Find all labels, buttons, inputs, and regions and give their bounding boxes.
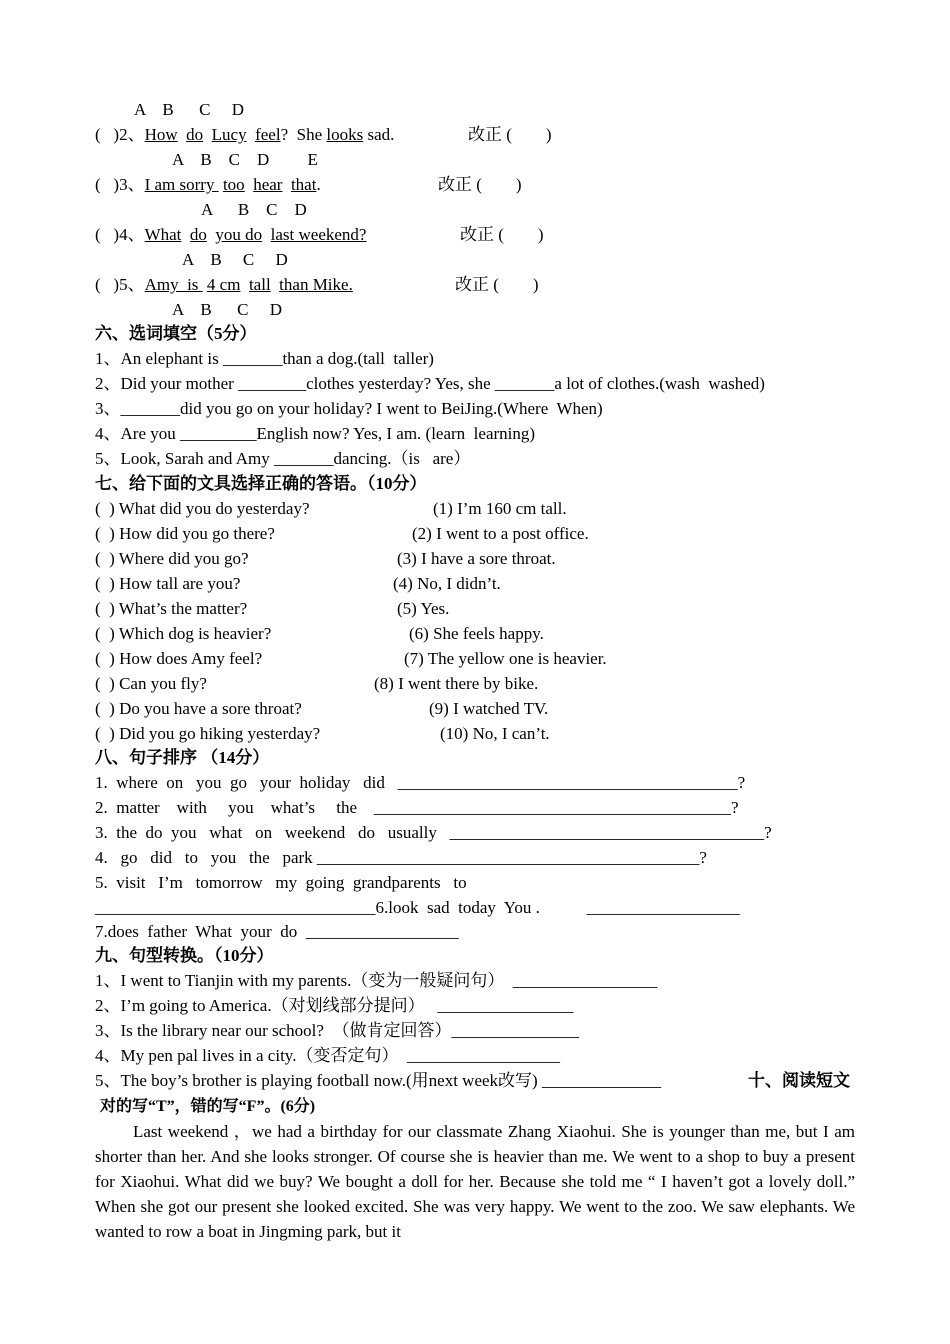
q4-word-d: last weekend? — [270, 225, 367, 244]
sec7-question-9: ( ) Do you have a sore throat? — [95, 699, 302, 718]
q2-rest: ? She — [280, 125, 327, 144]
section-6-title: 六、选词填空（5分） — [95, 324, 257, 343]
question-2 — [95, 124, 394, 146]
sec6-item-1: 1、An elephant is _______than a dog.(tall taller) — [95, 349, 434, 368]
sec9-item-2: 2、I’m going to America.（对划线部分提问） ________________ — [95, 996, 574, 1015]
sec7-answer-2: (2) I went to a post office. — [412, 524, 589, 543]
q2-letters: A B C D E — [172, 150, 318, 169]
sec6-item-5: 5、Look, Sarah and Amy _______dancing.（is are） — [95, 449, 471, 468]
sec7-question-3: ( ) Where did you go? — [95, 549, 249, 568]
q5-prefix: ( )5、 — [95, 275, 145, 294]
q2-tail: sad. — [363, 125, 395, 144]
sec7-question-10: ( ) Did you go hiking yesterday? — [95, 724, 321, 743]
q2-word-e: looks — [326, 125, 364, 144]
section-8-title: 八、句子排序 （14分） — [95, 748, 270, 767]
q5-word-b: 4 cm — [206, 275, 241, 294]
sec7-question-2: ( ) How did you go there? — [95, 524, 275, 543]
reading-passage: Last weekend ，we had a birthday for our classmate Zhang Xiaohui. She is younger than me, but I am shorter than her. And she looks stronger. Of course she is heavier than me. We went to a shop to buy a present for Xiaohui. What did we buy? We bought a doll for her. Because she told me “ I haven’t got a lovely doll.” When she got our present she looked excited. She was very happy. We went to the zoo. We saw elephants. We wanted to row a boat in Jingming park, but it — [95, 1122, 855, 1241]
sec7-question-1: ( ) What did you do yesterday? — [95, 499, 310, 518]
q5-word-c: tall — [248, 275, 271, 294]
sec8-sentence-6: _________________________________6.look sad today You . __________________ — [95, 898, 740, 917]
sec6-item-4: 4、Are you _________English now? Yes, I am. (learn learning) — [95, 424, 536, 443]
q4-word-b: do — [189, 225, 207, 244]
q2-word-d: feel — [255, 125, 281, 144]
sec7-answer-9: (9) I watched TV. — [429, 699, 549, 718]
section-10-title: 十、阅读短文 — [748, 1071, 850, 1090]
q4-letters: A B C D — [182, 250, 288, 269]
section-10-instructions: 对的写“T”，错的写“F”。(6分) — [100, 1098, 316, 1115]
sec7-answer-8: (8) I went there by bike. — [374, 674, 539, 693]
q4-word-c: you do — [215, 225, 263, 244]
q3-word-c: hear — [253, 175, 283, 194]
q1-letters: A B C D — [134, 100, 245, 119]
q2-correction: 改正 ( ) — [468, 125, 552, 144]
question-3 — [95, 174, 321, 196]
question-4 — [95, 224, 366, 246]
sec9-item-5: 5、The boy’s brother is playing football now.(用next week改写) ______________ — [95, 1071, 661, 1090]
q5-word-a: Amy is — [144, 275, 203, 294]
sec9-item-4: 4、My pen pal lives in a city.（变否定句） __________________ — [95, 1046, 560, 1065]
section-9-title: 九、句型转换。（10分） — [95, 946, 274, 965]
sec7-answer-5: (5) Yes. — [397, 599, 450, 618]
sec7-question-5: ( ) What’s the matter? — [95, 599, 248, 618]
section-7-title: 七、给下面的文具选择正确的答语。（10分） — [95, 474, 427, 493]
q3-word-a: I am sorry — [144, 175, 219, 194]
sec7-answer-7: (7) The yellow one is heavier. — [404, 649, 607, 668]
sec7-question-6: ( ) Which dog is heavier? — [95, 624, 272, 643]
q3-word-b: too — [222, 175, 245, 194]
sec7-question-8: ( ) Can you fly? — [95, 674, 207, 693]
sec6-item-2: 2、Did your mother ________clothes yesterday? Yes, she _______a lot of clothes.(wash washed) — [95, 374, 765, 393]
q2-word-a: How — [144, 125, 178, 144]
sec8-sentence-7: 7.does father What your do __________________ — [95, 922, 459, 941]
q4-word-a: What — [144, 225, 182, 244]
question-5 — [95, 274, 353, 296]
q2-word-c: Lucy — [211, 125, 247, 144]
q5-word-d: than Mike. — [279, 275, 353, 294]
sec9-item-1: 1、I went to Tianjin with my parents.（变为一般疑问句） _________________ — [95, 971, 658, 990]
sec8-sentence-5: 5. visit I’m tomorrow my going grandparents to — [95, 873, 467, 892]
sec6-item-3: 3、_______did you go on your holiday? I went to BeiJing.(Where When) — [95, 399, 603, 418]
q3-prefix: ( )3、 — [95, 175, 145, 194]
q4-prefix: ( )4、 — [95, 225, 145, 244]
sec7-answer-6: (6) She feels happy. — [409, 624, 544, 643]
sec9-item-3: 3、Is the library near our school? （做肯定回答）_______________ — [95, 1021, 579, 1040]
sec7-answer-10: (10) No, I can’t. — [440, 724, 550, 743]
q2-word-b: do — [186, 125, 204, 144]
q3-correction: 改正 ( ) — [438, 175, 522, 194]
q3-letters: A B C D — [201, 200, 307, 219]
sec8-sentence-4: 4. go did to you the park _____________________________________________? — [95, 848, 707, 867]
sec8-sentence-2: 2. matter with you what’s the __________________________________________? — [95, 798, 739, 817]
sec7-answer-4: (4) No, I didn’t. — [393, 574, 501, 593]
sec7-question-7: ( ) How does Amy feel? — [95, 649, 263, 668]
sec8-sentence-3: 3. the do you what on weekend do usually _____________________________________? — [95, 823, 772, 842]
sec7-answer-3: (3) I have a sore throat. — [397, 549, 556, 568]
sec7-question-4: ( ) How tall are you? — [95, 574, 241, 593]
q4-correction: 改正 ( ) — [460, 225, 544, 244]
q5-letters: A B C D — [172, 300, 283, 319]
sec7-answer-1: (1) I’m 160 cm tall. — [433, 499, 567, 518]
q2-prefix: ( )2、 — [95, 125, 145, 144]
q3-word-d: that — [290, 175, 317, 194]
q3-tail: . — [316, 175, 321, 194]
sec8-sentence-1: 1. where on you go your holiday did ________________________________________? — [95, 773, 746, 792]
q5-correction: 改正 ( ) — [455, 275, 539, 294]
